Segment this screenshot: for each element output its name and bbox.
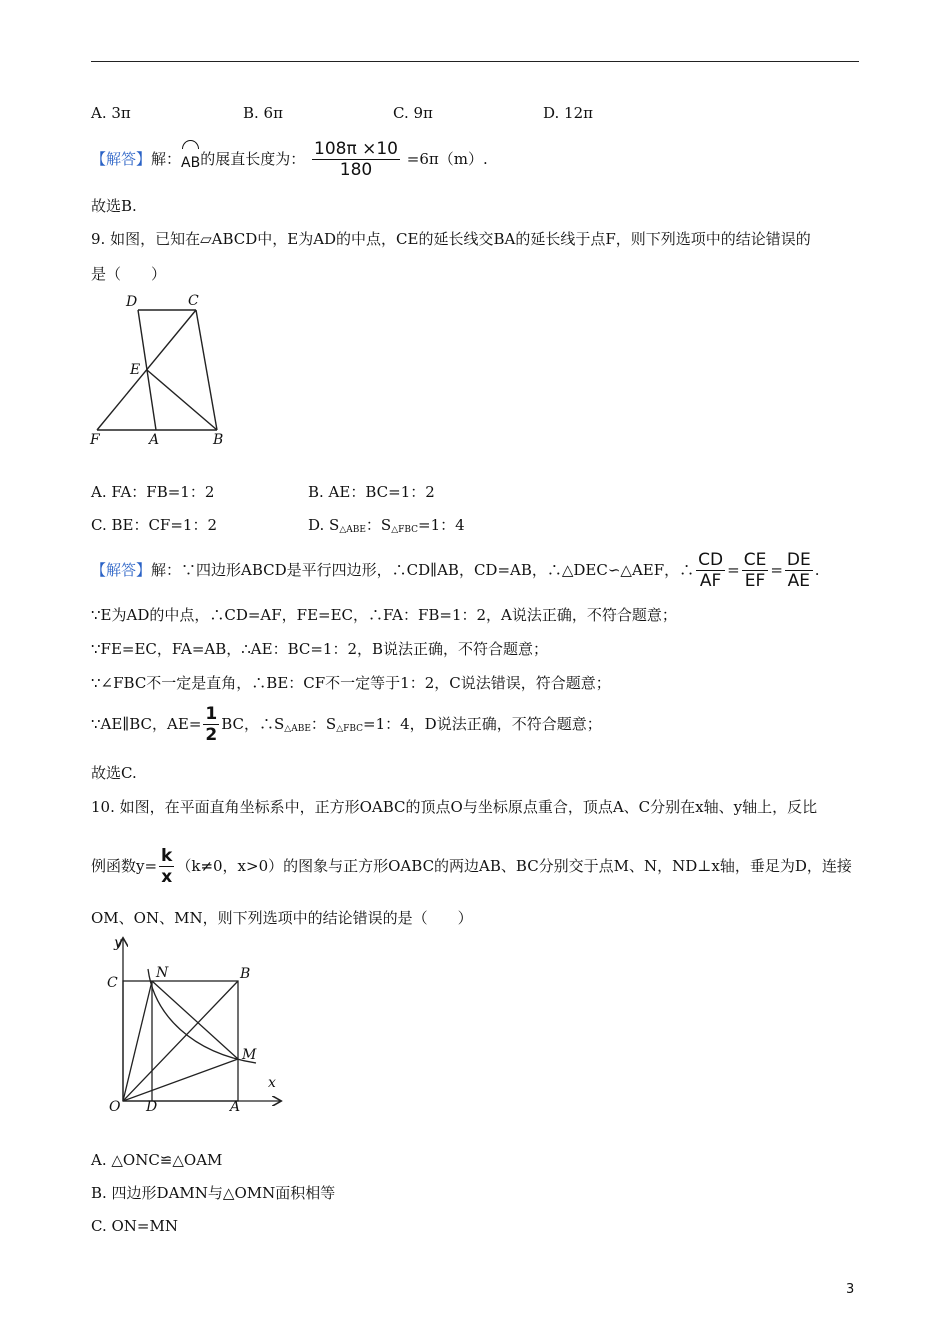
label-a: A (149, 432, 160, 448)
q9-solution-line3: ∵FE=EC，FA=AB，∴AE：BC=1：2，B说法正确，不符合题意； (91, 640, 549, 658)
arc-length-fraction: $\frac{108\pi \times 10}{180}$ (314, 139, 398, 180)
arc-ab: AB (181, 140, 200, 180)
fraction-ce-ef: $\frac{CE}{EF}$ (743, 550, 767, 591)
q10-stem-line1: 10. 如图，在平面直角坐标系中，正方形OABC的顶点O与坐标原点重合，顶点A、C分别在x轴、y轴上，反比 (91, 798, 818, 816)
q10-stem-line3: OM、ON、MN，则下列选项中的结论错误的是（ ） (91, 909, 473, 927)
q9-solution-line4: ∵∠FBC不一定是直角，∴BE：CF不一定等于1：2，C说法错误，符合题意； (91, 674, 611, 692)
q10-option-c: C. ON=MN (91, 1217, 178, 1235)
label-a: A (230, 1099, 241, 1115)
solution-tag: 【解答】 (91, 150, 152, 168)
q9-answer: 故选C. (91, 764, 137, 782)
q8-option-c: C. 9π (393, 104, 433, 122)
q9-stem-line2: 是（ ） (91, 265, 167, 283)
label-c: C (188, 293, 199, 309)
solution-tag: 【解答】 (91, 561, 152, 579)
label-n: N (156, 965, 169, 981)
q8-solution: 【解答】解：AB的展直长度为： $\frac{108\pi \times 10}{180}$ =6π（m）. (91, 139, 488, 180)
axis-x-label: x (268, 1075, 276, 1091)
q8-option-a: A. 3π (91, 104, 131, 122)
label-o: O (109, 1099, 121, 1115)
label-m: M (242, 1047, 257, 1063)
q8-answer: 故选B. (91, 197, 137, 215)
label-c: C (107, 975, 118, 991)
label-b: B (240, 966, 251, 982)
q9-stem-line1: 9. 如图，已知在▱ABCD中，E为AD的中点，CE的延长线交BA的延长线于点F，则下列选项中的结论错误的 (91, 230, 811, 248)
fraction-cd-af: $\frac{CD}{AF}$ (698, 550, 724, 591)
axis-y-label: y (114, 935, 122, 951)
q9-option-c: C. BE：CF=1：2 (91, 516, 217, 534)
label-b: B (213, 432, 224, 448)
q9-parallelogram-figure (86, 288, 236, 450)
fraction-de-ae: $\frac{DE}{AE}$ (786, 550, 811, 591)
label-f: F (90, 432, 100, 448)
q8-option-d: D. 12π (543, 104, 593, 122)
q8-option-b: B. 6π (243, 104, 283, 122)
q10-stem-line2: 例函数y= $\frac{k}{x}$ （k≠0，x>0）的图象与正方形OABC的两边AB、BC分别交于点M、N，ND⊥x轴，垂足为D，连接 (91, 846, 852, 887)
label-d: D (146, 1099, 158, 1115)
label-e: E (130, 362, 141, 378)
q10-option-a: A. △ONC≌△OAM (91, 1151, 223, 1169)
fraction-one-half: $\frac{1}{2}$ (205, 704, 218, 745)
fraction-k-over-x: $\frac{k}{x}$ (161, 846, 173, 887)
label-d: D (126, 294, 138, 310)
q10-option-b: B. 四边形DAMN与△OMN面积相等 (91, 1184, 336, 1202)
q9-solution-line5: ∵AE∥BC，AE= $\frac{1}{2}$ BC，$\therefore S_{\triangle ABE}$：$S_{\triangle FBC}=1$：4，D说法正确，不符合题意； (91, 704, 602, 745)
q9-option-d: D. $S_{\triangle ABE}$：$S_{\triangle FBC}=1$：4 (308, 516, 465, 535)
q10-square-hyperbola-figure (100, 935, 290, 1115)
q9-option-b: B. AE：BC=1：2 (308, 483, 435, 501)
q9-option-a: A. FA：FB=1：2 (91, 483, 215, 501)
header-rule (91, 61, 859, 62)
q9-solution-line2: ∵E为AD的中点，∴CD=AF，FE=EC，∴FA：FB=1：2，A说法正确，不符合题意； (91, 606, 677, 624)
page-number: 3 (846, 1282, 855, 1297)
q9-solution-line1: 【解答】解：∵四边形ABCD是平行四边形，∴CD∥AB，CD=AB，∴△DEC∽△AEF，∴ $\frac{CD}{AF}$ = $\frac{CE}{EF}$ = $\frac{DE}{AE}$ . (91, 550, 820, 591)
